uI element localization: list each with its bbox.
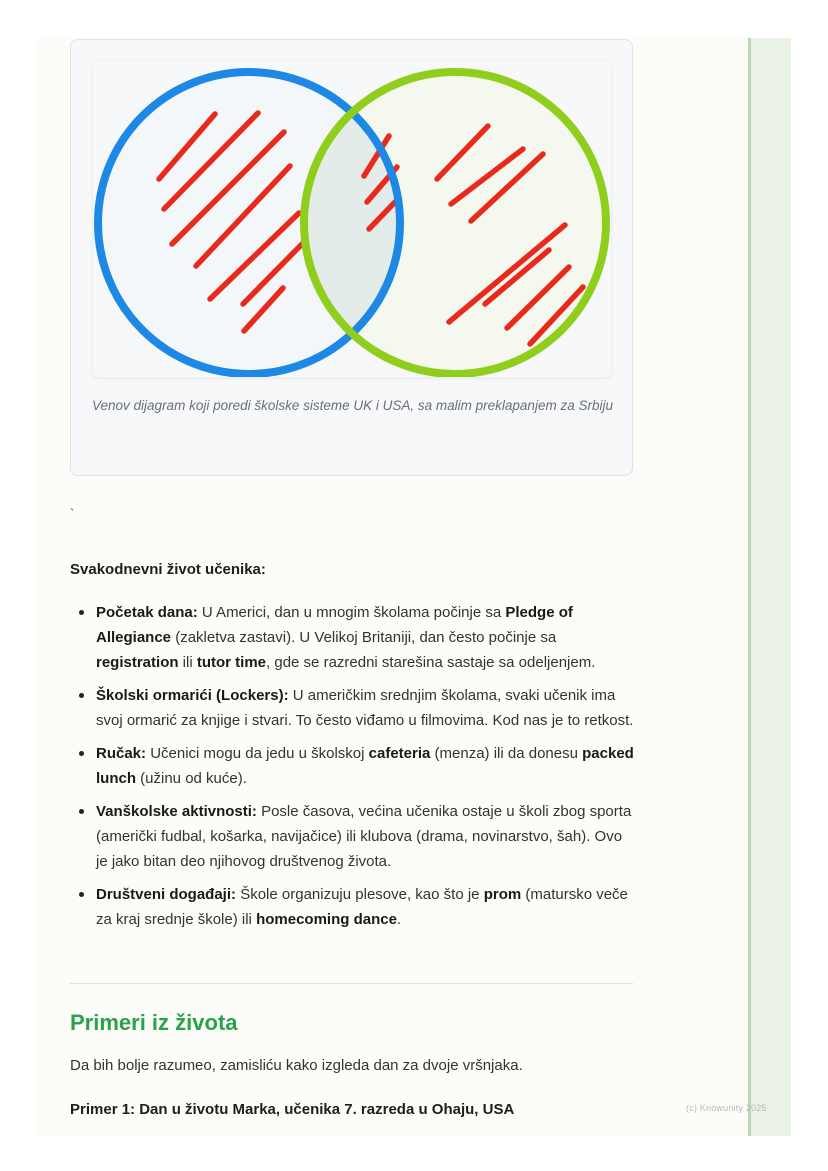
bold-term: prom bbox=[483, 886, 522, 903]
text-run: Škole organizuju plesove, kao što je bbox=[236, 886, 484, 903]
watermark: (c) Knowunity 2025 bbox=[686, 1103, 767, 1113]
venn-diagram bbox=[93, 61, 611, 377]
text-run: (užinu od kuće). bbox=[136, 770, 247, 787]
text-run: U Americi, dan u mnogim školama počinje sa bbox=[197, 604, 506, 621]
text-run: (menza) ili da donesu bbox=[430, 745, 583, 762]
list-item bbox=[70, 799, 635, 874]
text-run: U američkim srednjim školama, svaki učenik ima svoj ormarić za knjige i stvari. To često viđamo u filmovima. Kod nas je to retkost. bbox=[96, 687, 634, 729]
text-run: Posle časova, većina učenika ostaje u školi zbog sporta (američki fudbal, košarka, navijačice) ili klubova (drama, novinarstvo, šah). Ovo je jako bitan deo njihovog društvenog života. bbox=[96, 803, 632, 870]
bold-term: Pledge of Allegiance bbox=[96, 604, 573, 646]
figure-caption: Venov dijagram koji poredi školske sisteme UK i USA, sa malim preklapanjem za Srbiju bbox=[92, 398, 613, 413]
text-run: (matursko veče za kraj srednje škole) ili bbox=[96, 886, 628, 928]
bold-term: Vanškolske aktivnosti: bbox=[96, 803, 257, 820]
list-item bbox=[70, 683, 635, 733]
text-run: Učenici mogu da jedu u školskoj bbox=[146, 745, 369, 762]
text-run: , gde se razredni starešina sastaje sa odeljenjem. bbox=[266, 654, 596, 671]
bold-term: packed lunch bbox=[96, 745, 634, 787]
example-heading: Primer 1: Dan u životu Marka, učenika 7. razreda u Ohaju, USA bbox=[70, 1101, 515, 1118]
stray-mark: ` bbox=[70, 506, 75, 521]
bold-term: homecoming dance bbox=[256, 911, 397, 928]
bold-term: tutor time bbox=[196, 654, 267, 671]
section-divider bbox=[70, 983, 633, 984]
text-run: ili bbox=[178, 654, 197, 671]
list-item bbox=[70, 882, 635, 932]
bold-term: cafeteria bbox=[368, 745, 431, 762]
text-run: (zakletva zastavi). U Velikoj Britaniji, dan često počinje sa bbox=[171, 629, 557, 646]
bold-term: Ručak: bbox=[96, 745, 147, 762]
list-item bbox=[70, 600, 635, 675]
bold-term: Početak dana: bbox=[96, 604, 198, 621]
text-run: . bbox=[396, 911, 402, 928]
daily-life-heading: Svakodnevni život učenika: bbox=[70, 561, 266, 578]
daily-life-list bbox=[70, 600, 635, 940]
venn-diagram-svg bbox=[93, 61, 611, 377]
intro-paragraph: Da bih bolje razumeo, zamisliću kako izgleda dan za dvoje vršnjaka. bbox=[70, 1057, 523, 1074]
figure-card bbox=[70, 39, 633, 476]
bold-term: registration bbox=[96, 654, 179, 671]
section-title: Primeri iz života bbox=[70, 1010, 238, 1035]
bold-term: Društveni događaji: bbox=[96, 886, 237, 903]
list-item bbox=[70, 741, 635, 791]
right-margin-bar bbox=[748, 38, 791, 1136]
bold-term: Školski ormarići (Lockers): bbox=[96, 687, 289, 704]
